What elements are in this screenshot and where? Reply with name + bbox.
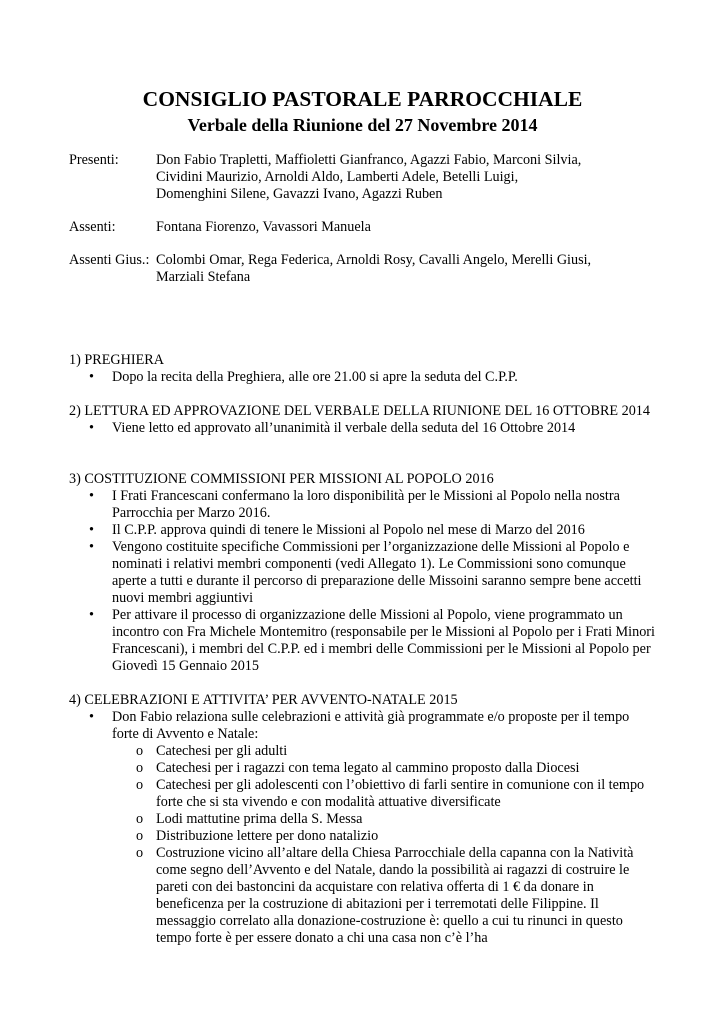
bullet-icon: • [89,607,94,623]
sub-list-item-text: Lodi mattutine prima della S. Messa [156,811,363,827]
document-subtitle: Verbale della Riunione del 27 Novembre 2014 [187,115,538,135]
list-item [69,709,659,743]
sub-list-item [69,760,659,777]
section-lettura-verbale [69,403,654,437]
section-preghiera [69,352,659,386]
bullet-list [69,369,659,386]
list-item [69,420,654,437]
attendance-present [69,152,669,204]
list-item [69,488,659,522]
sub-list-item-text: Costruzione vicino all’altare della Chiesa Parrocchiale della capanna con la Natività come segno dell’Avvento e del Natale, dando la possibilità ai ragazzi di costruire le pareti con dei bastoncini da acquistare con relativa offerta di 1 € da donare in beneficenza per la costruzione di abitazioni per i terremotati delle Filippine. Il messaggio correlato alla donazione-costruzione è: quello a cui tu rinunci in questo tempo forte è per essere donato a chi una casa non c’è l’ha [156,845,634,946]
attendance-names [156,252,676,286]
list-item [69,522,659,539]
bullet-list [69,420,654,437]
bullet-icon: • [89,522,94,538]
section-heading: 1) PREGHIERA [69,352,164,368]
attendance-line: Fontana Fiorenzo, Vavassori Manuela [156,219,371,235]
list-item [69,607,659,675]
attendance-line: Marziali Stefana [156,269,251,285]
list-item-text: Dopo la recita della Preghiera, alle ore 21.00 si apre la seduta del C.P.P. [112,369,518,385]
list-item-text: I Frati Francescani confermano la loro disponibilità per le Missioni al Popolo nella nostra Parrocchia per Marzo 2016. [112,488,620,521]
attendance-line: Colombi Omar, Rega Federica, Arnoldi Rosy, Cavalli Angelo, Merelli Giusi, [156,252,592,268]
sub-list-item-text: Catechesi per i ragazzi con tema legato al cammino proposto dalla Diocesi [156,760,580,776]
list-item [69,369,659,386]
attendance-absent [69,219,669,237]
section-commissioni-missioni [69,471,659,675]
circle-bullet-icon: o [136,777,144,793]
circle-bullet-icon: o [136,743,144,759]
circle-bullet-icon: o [136,811,144,827]
bullet-icon: • [89,539,94,555]
sub-list-item [69,845,659,947]
attendance-label: Assenti Gius.: [69,252,150,268]
attendance-line: Domenghini Silene, Gavazzi Ivano, Agazzi Ruben [156,186,443,202]
bullet-list [69,488,659,675]
bullet-list [69,709,659,743]
sub-list-item-text: Catechesi per gli adolescenti con l’obiettivo di farli sentire in comunione con il tempo forte che si sta vivendo e con modalità attuative diversificate [156,777,645,810]
list-item-text: Vengono costituite specifiche Commissioni per l’organizzazione delle Missioni al Popolo e nominati i relativi membri componenti (vedi Allegato 1). Le Commissioni sono comunque aperte a tutti e durante il percorso di preparazione delle Missoini saranno sempre bene accetti nuovi membri aggiuntivi [112,539,642,606]
bullet-icon: • [89,488,94,504]
list-item-text: Don Fabio relaziona sulle celebrazioni e attività già programmate e/o proposte per il tempo forte di Avvento e Natale: [112,709,630,742]
section-heading: 4) CELEBRAZIONI E ATTIVITA’ PER AVVENTO-NATALE 2015 [69,692,458,708]
circle-bullet-icon: o [136,828,144,844]
sub-list [69,743,659,947]
sub-list-item-text: Distribuzione lettere per dono natalizio [156,828,379,844]
attendance-label: Presenti: [69,152,119,168]
section-heading: 2) LETTURA ED APPROVAZIONE DEL VERBALE DELLA RIUNIONE DEL 16 OTTOBRE 2014 [69,403,650,419]
bullet-icon: • [89,709,94,725]
section-avvento-natale [69,692,659,947]
attendance-label: Assenti: [69,219,116,235]
sub-list-item [69,743,659,760]
section-heading: 3) COSTITUZIONE COMMISSIONI PER MISSIONI AL POPOLO 2016 [69,471,494,487]
sub-list-item-text: Catechesi per gli adulti [156,743,288,759]
list-item [69,539,659,607]
circle-bullet-icon: o [136,760,144,776]
attendance-names [156,219,676,236]
bullet-icon: • [89,420,94,436]
attendance-line: Cividini Maurizio, Arnoldi Aldo, Lamberti Adele, Betelli Luigi, [156,169,519,185]
attendance-justified [69,252,669,287]
sub-list-item [69,777,659,811]
list-item-text: Il C.P.P. approva quindi di tenere le Missioni al Popolo nel mese di Marzo del 2016 [112,522,585,538]
attendance-names [156,152,676,203]
sub-list-item [69,828,659,845]
list-item-text: Viene letto ed approvato all’unanimità il verbale della seduta del 16 Ottobre 2014 [112,420,576,436]
attendance-line: Don Fabio Trapletti, Maffioletti Gianfranco, Agazzi Fabio, Marconi Silvia, [156,152,582,168]
list-item-text: Per attivare il processo di organizzazione delle Missioni al Popolo, viene programmato un incontro con Fra Michele Montemitro (responsabile per le Missioni al Popolo per i Frati Minori Francescani), i membri del C.P.P. ed i membri delle Commissioni per le Missioni al Popolo per Giovedì 15 Gennaio 2015 [112,607,655,674]
bullet-icon: • [89,369,94,385]
circle-bullet-icon: o [136,845,144,861]
document-title: CONSIGLIO PASTORALE PARROCCHIALE [142,87,583,111]
sub-list-item [69,811,659,828]
